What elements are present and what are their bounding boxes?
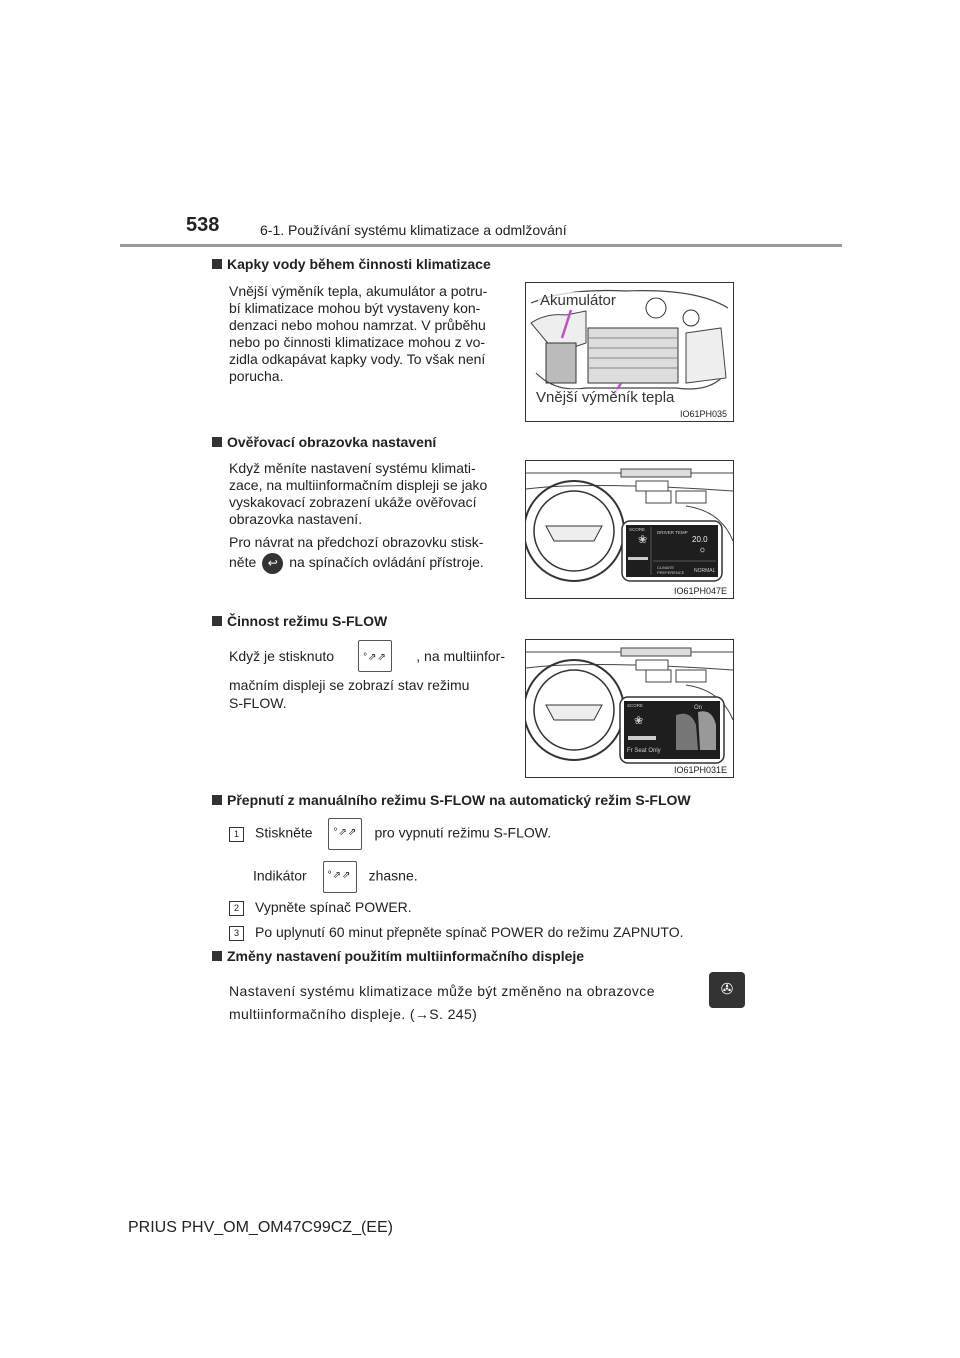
- chapter-title: 6-1. Používání systému klimatizace a odmlžování: [260, 222, 567, 238]
- screen-state-label: On: [694, 705, 703, 711]
- bullet-square-icon: [212, 259, 222, 269]
- step-number-badge: 2: [229, 901, 244, 916]
- section-heading-manual-to-auto: Přepnutí z manuálního režimu S-FLOW na automatický režim S-FLOW: [212, 792, 691, 808]
- bullet-square-icon: [212, 795, 222, 805]
- water-drops-text: Vnější výměník tepla, akumulátor a potru- bí klimatizace mohou být vystaveny kon- denzaci nebo mohou namrzat. V průběhu nebo po činnosti klimatizace mohou z vo- zidla odkapávat kapky vody. To však není porucha.: [229, 283, 488, 384]
- multi-info-text-line1: Nastavení systému klimatizace může být změněno na obrazovce: [229, 983, 655, 999]
- sflow-button-icon: °⇗⇗: [358, 640, 392, 672]
- section-heading-sflow: Činnost režimu S-FLOW: [212, 613, 387, 629]
- bullet-square-icon: [212, 951, 222, 961]
- svg-text:⛭: ⛭: [700, 548, 705, 554]
- svg-text:❀: ❀: [638, 534, 648, 546]
- header-divider: [120, 244, 842, 247]
- callout-accumulator: Akumulátor: [540, 292, 616, 309]
- section-heading-water-drops: Kapky vody během činnosti klimatizace: [212, 256, 491, 272]
- confirmation-screen-text: Když měníte nastavení systému klimati- zace, na multiinformačním displeji se jako vyskakovací zobrazení ukáže ověřovací obrazovka nastavení.: [229, 460, 488, 527]
- callout-heat-exchanger: Vnější výměník tepla: [536, 389, 675, 406]
- multi-info-text-line2: multiinformačního displeje. (→S. 245): [229, 1006, 478, 1022]
- section-heading-confirmation-screen: Ověřovací obrazovka nastavení: [212, 434, 436, 450]
- sflow-text: Když je stisknuto °⇗⇗ , na multiinfor- mačním displeji se zobrazí stav režimu S-FLOW.: [229, 640, 505, 712]
- svg-text:❀: ❀: [634, 715, 644, 727]
- footer-model-code: PRIUS PHV_OM_OM47C99CZ_(EE): [128, 1219, 393, 1236]
- screen-seat-label: Fr Seat Only: [627, 748, 661, 754]
- screen-driver-temp-label: DRIVER TEMP: [657, 530, 688, 535]
- engine-bay-figure: [525, 282, 734, 422]
- step-number-badge: 1: [229, 827, 244, 842]
- step-1-indicator: Indikátor °⇗⇗ zhasne.: [253, 861, 418, 893]
- sflow-indicator-icon: °⇗⇗: [323, 861, 357, 893]
- screen-temp-value: 20.0: [692, 535, 708, 544]
- figure-id: IO61PH047E: [673, 586, 727, 596]
- bullet-square-icon: [212, 616, 222, 626]
- page-number: 538: [186, 214, 220, 236]
- step-1: 1 Stiskněte °⇗⇗ pro vypnutí režimu S-FLOW.: [229, 818, 551, 850]
- screen-score-label: SCORE: [629, 527, 646, 532]
- sflow-button-icon: °⇗⇗: [328, 818, 362, 850]
- back-instruction-text: Pro návrat na předchozí obrazovku stisk- něte ↩ na spínačích ovládání přístroje.: [229, 534, 505, 574]
- step-number-badge: 3: [229, 926, 244, 941]
- step-2: 2 Vypněte spínač POWER.: [229, 899, 412, 916]
- back-button-icon: ↩: [262, 553, 283, 574]
- step-3: 3 Po uplynutí 60 minut přepněte spínač POWER do režimu ZAPNUTO.: [229, 924, 683, 941]
- dashboard-figure-confirmation: [525, 460, 734, 599]
- section-heading-multi-info-display: Změny nastavení použitím multiinformačního displeje: [212, 948, 584, 964]
- figure-id: IO61PH031E: [673, 765, 727, 775]
- screen-climate-pref-label: CLIMATE PREFERENCE: [657, 565, 685, 575]
- climate-settings-icon: ✇: [709, 972, 745, 1008]
- screen-mode-label: NORMAL: [694, 568, 716, 574]
- dashboard-figure-sflow: [525, 639, 734, 778]
- screen-score-label: SCORE: [627, 703, 644, 708]
- figure-id: IO61PH035: [679, 409, 727, 419]
- bullet-square-icon: [212, 437, 222, 447]
